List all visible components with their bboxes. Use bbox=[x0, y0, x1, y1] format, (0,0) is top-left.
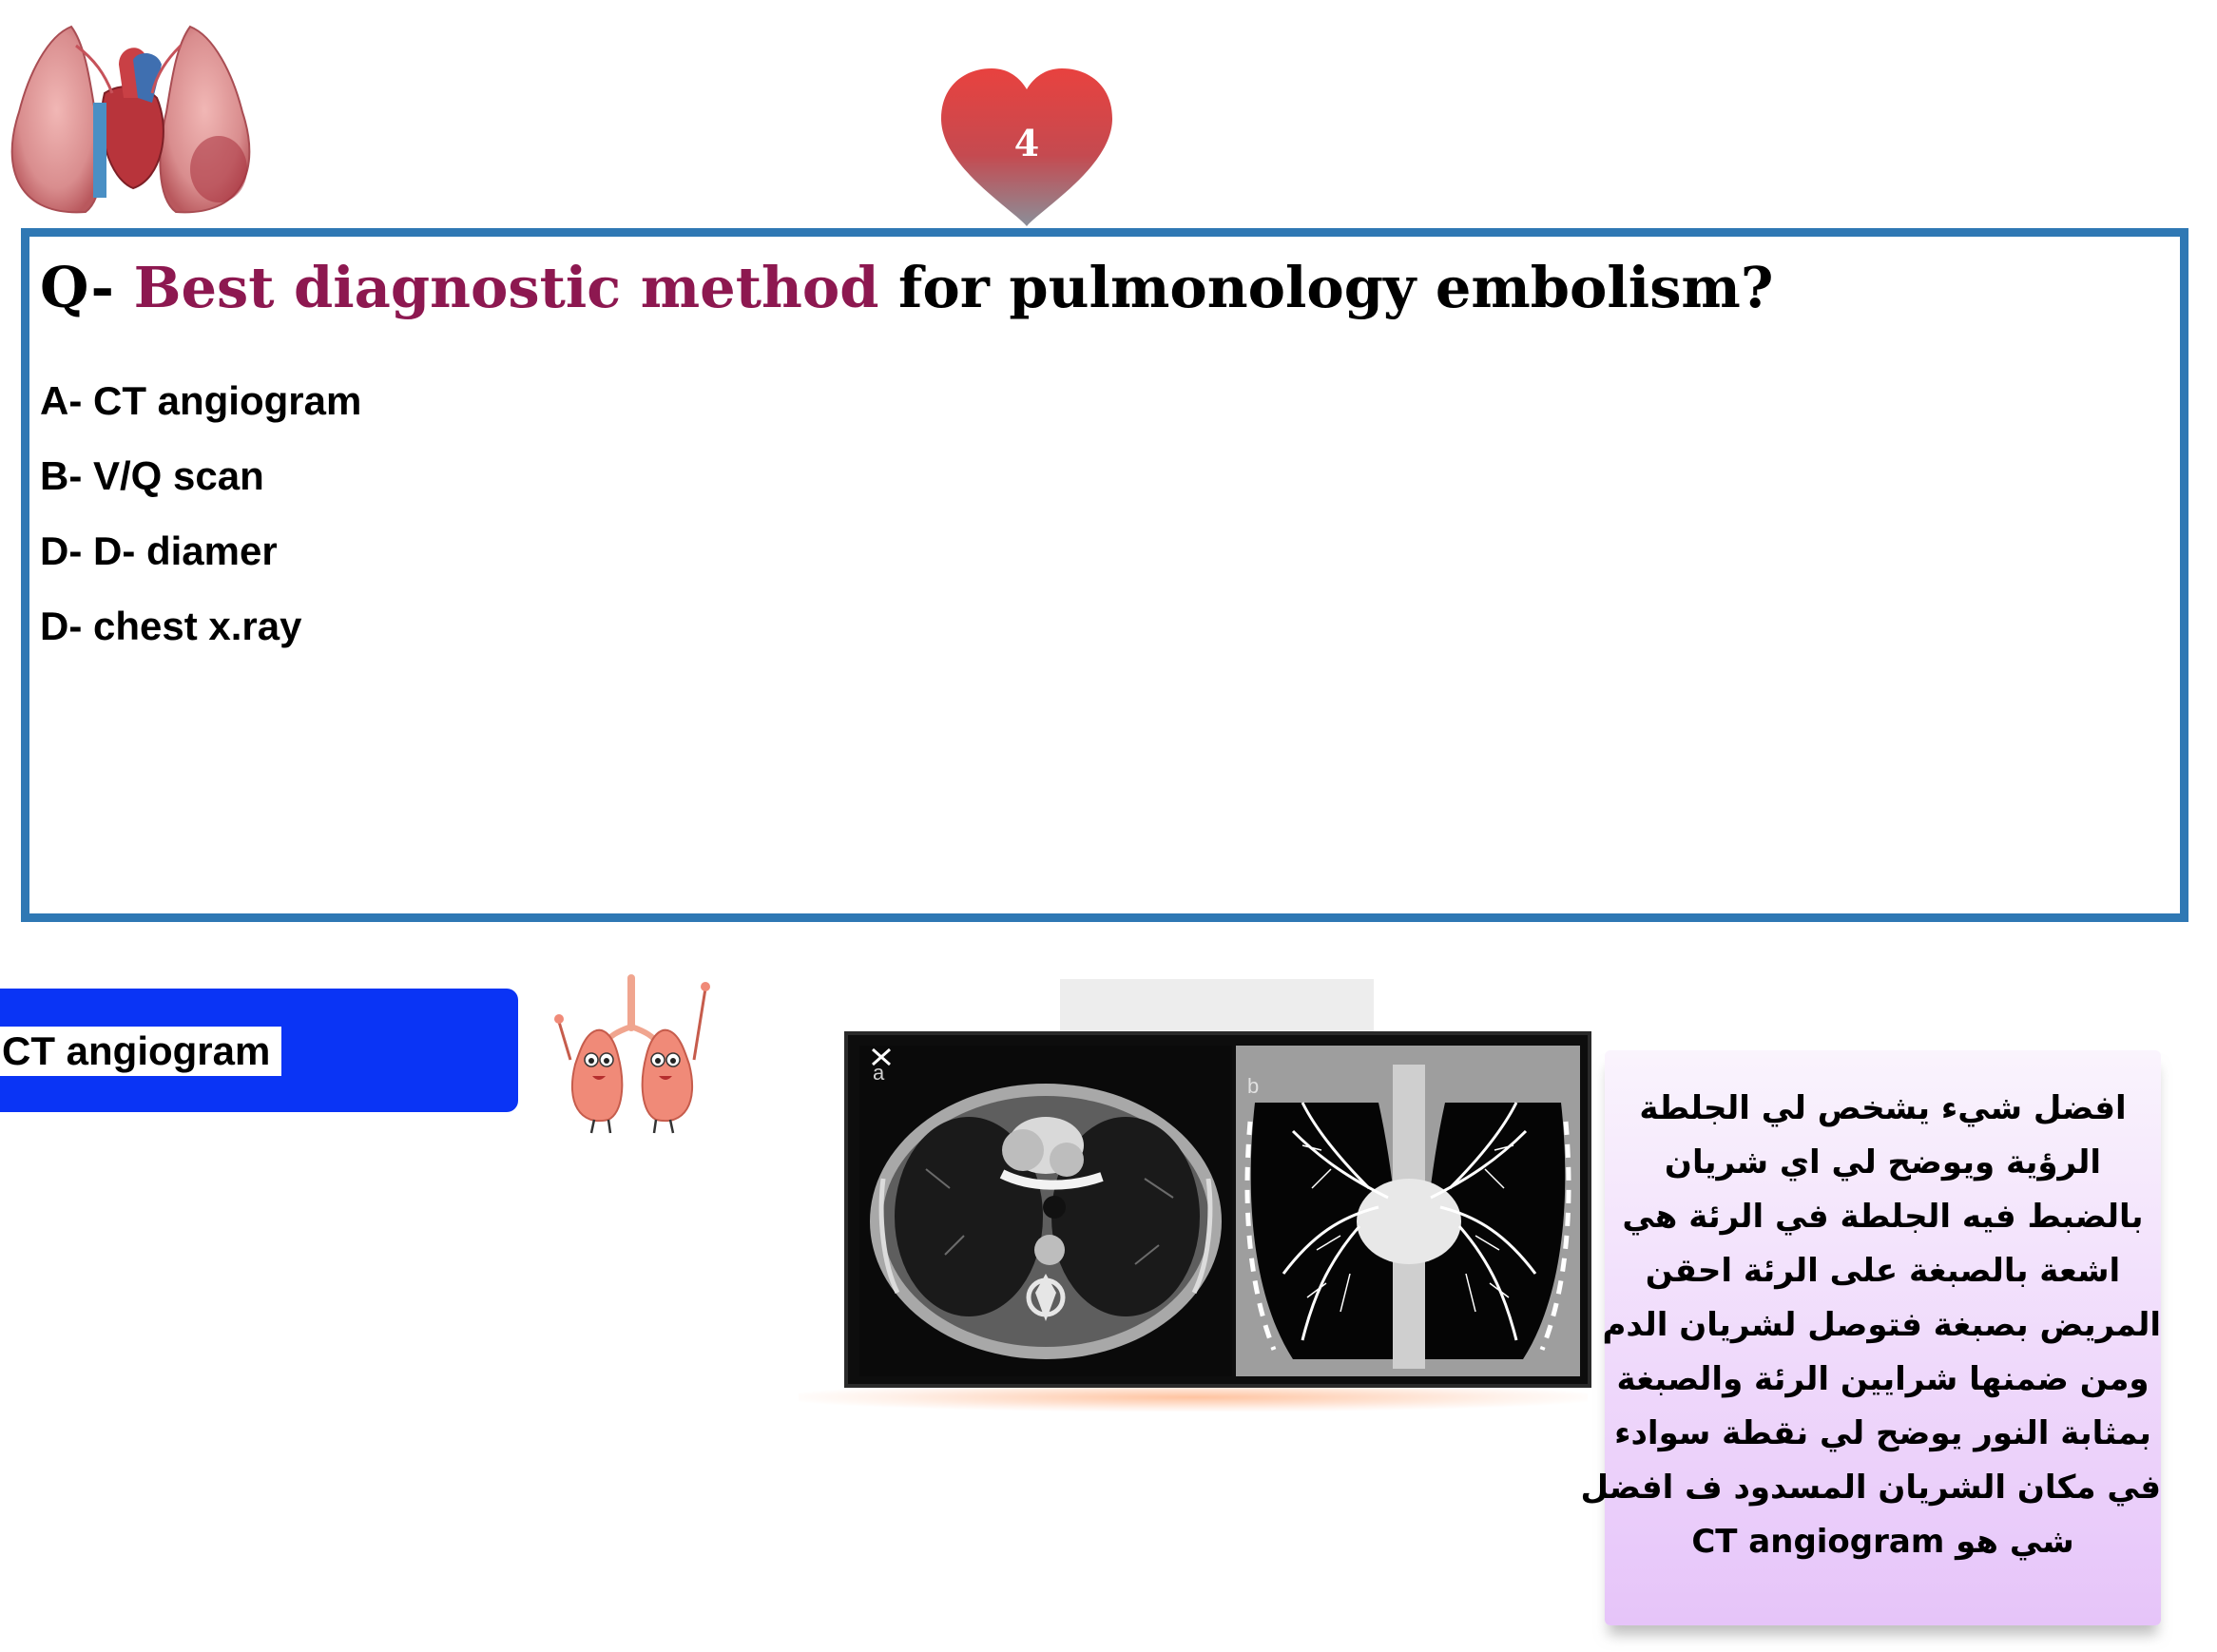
axial-panel-letter: a bbox=[873, 1061, 885, 1085]
note-line: بالضبط فيه الجلطة في الرئة هي bbox=[1622, 1198, 2144, 1236]
note-line: بمثابة النور يوضح لي نقطة سوادء bbox=[1614, 1414, 2151, 1452]
note-line: افضل شيء يشخص لي الجلطة bbox=[1639, 1089, 2127, 1127]
note-line: ومن ضمنها شرايين الرئة والصبغة bbox=[1616, 1360, 2150, 1398]
question-prefix: Q- bbox=[40, 255, 134, 320]
tape-strip bbox=[1060, 979, 1374, 1038]
answer-label: CT angiogram bbox=[0, 1027, 281, 1076]
question-title bbox=[40, 255, 2131, 320]
question-suffix: for pulmonology embolism? bbox=[878, 255, 1774, 320]
option-b: B- V/Q scan bbox=[40, 453, 264, 498]
lungs-anatomy-image bbox=[0, 8, 261, 221]
cartoon-lungs-image bbox=[551, 970, 713, 1136]
note-line: اشعة بالصبغة على الرئة احقن bbox=[1645, 1252, 2121, 1290]
note-line: الرؤية ويوضح لي اي شريان bbox=[1664, 1143, 2102, 1181]
note-line: شي هو CT angiogram bbox=[1691, 1523, 2074, 1561]
option-c: D- D- diamer bbox=[40, 528, 278, 573]
ct-coronal-scan-image bbox=[1236, 1046, 1580, 1376]
option-d: D- chest x.ray bbox=[40, 604, 302, 648]
question-frame bbox=[21, 228, 2188, 922]
note-text bbox=[1580, 1082, 2161, 1569]
question-highlight: Best diagnostic method bbox=[133, 255, 879, 320]
option-a: A- CT angiogram bbox=[40, 378, 362, 423]
ct-axial-scan-image bbox=[859, 1046, 1232, 1376]
note-line: في مكان الشريان المسدود ف افضل bbox=[1580, 1469, 2161, 1507]
coronal-panel-letter: b bbox=[1247, 1074, 1260, 1098]
note-line: المريض بصبغة فتوصل لشريان الدم bbox=[1602, 1306, 2161, 1344]
page-number: 4 bbox=[1013, 122, 1040, 164]
